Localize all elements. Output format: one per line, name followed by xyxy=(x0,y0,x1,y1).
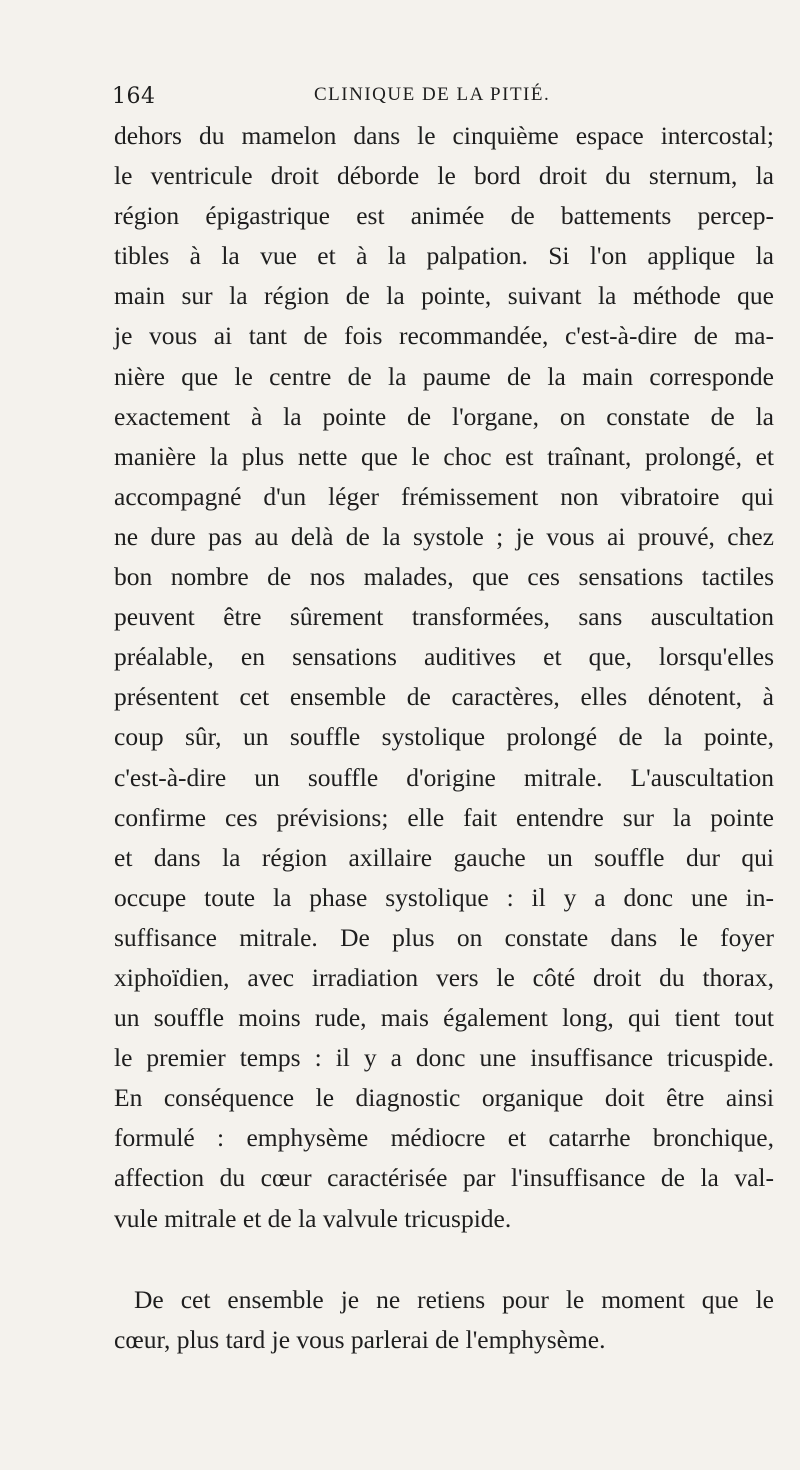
text-line: un souffle moins rude, mais également long, qui tient tout xyxy=(114,1003,774,1033)
running-title: CLINIQUE DE LA PITIÉ. xyxy=(314,84,551,105)
text-line: le ventricule droit déborde le bord droit du sternum, la xyxy=(114,161,774,191)
text-line: formulé : emphysème médiocre et catarrhe bronchique, xyxy=(114,1123,774,1153)
text-line: main sur la région de la pointe, suivant la méthode que xyxy=(114,281,774,311)
text-line: De cet ensemble je ne retiens pour le moment que le xyxy=(134,1284,774,1314)
text-line: confirme ces prévisions; elle fait entendre sur la pointe xyxy=(114,802,774,832)
text-line: xiphoïdien, avec irradiation vers le côté droit du thorax, xyxy=(114,962,774,992)
text-line: dehors du mamelon dans le cinquième espace intercostal; xyxy=(114,121,774,150)
text-line: vule mitrale et de la valvule tricuspide. xyxy=(114,1203,512,1233)
text-line: occupe toute la phase systolique : il y a donc une in- xyxy=(114,882,774,912)
paragraph-2 xyxy=(114,1280,774,1360)
text-line: manière la plus nette que le choc est traînant, prolongé, et xyxy=(114,441,774,471)
text-line: peuvent être sûrement transformées, sans auscultation xyxy=(114,602,774,632)
text-line: ne dure pas au delà de la systole ; je vous ai prouvé, chez xyxy=(114,521,774,551)
paragraph-1 xyxy=(114,116,774,1239)
text-line: présentent cet ensemble de caractères, elles dénotent, à xyxy=(114,682,774,712)
text-line: coup sûr, un souffle systolique prolongé de la pointe, xyxy=(114,722,774,752)
text-line: tibles à la vue et à la palpation. Si l'on applique la xyxy=(114,241,774,271)
text-line: le premier temps : il y a donc une insuffisance tricuspide. xyxy=(114,1043,774,1073)
text-line: affection du cœur caractérisée par l'insuffisance de la val- xyxy=(114,1163,774,1193)
text-line: bon nombre de nos malades, que ces sensations tactiles xyxy=(114,562,774,592)
text-line: c'est-à-dire un souffle d'origine mitrale. L'auscultation xyxy=(114,762,774,792)
text-line: nière que le centre de la paume de la main corresponde xyxy=(114,361,774,391)
text-line: suffisance mitrale. De plus on constate dans le foyer xyxy=(114,922,774,952)
paragraph-gap xyxy=(114,1239,774,1280)
text-line: et dans la région axillaire gauche un souffle dur qui xyxy=(114,842,774,872)
body-text xyxy=(114,116,774,1360)
text-line: je vous ai tant de fois recommandée, c'est-à-dire de ma- xyxy=(114,321,774,351)
text-line: exactement à la pointe de l'organe, on constate de la xyxy=(114,401,774,431)
text-line: accompagné d'un léger frémissement non vibratoire qui xyxy=(114,481,774,511)
text-line: cœur, plus tard je vous parlerai de l'emphysème. xyxy=(114,1324,606,1354)
text-line: préalable, en sensations auditives et que, lorsqu'elles xyxy=(114,642,774,672)
text-line: En conséquence le diagnostic organique doit être ainsi xyxy=(114,1083,774,1113)
page-number: 164 xyxy=(112,84,156,109)
text-line: région épigastrique est animée de battements percep- xyxy=(114,201,774,231)
page-header xyxy=(108,84,768,114)
